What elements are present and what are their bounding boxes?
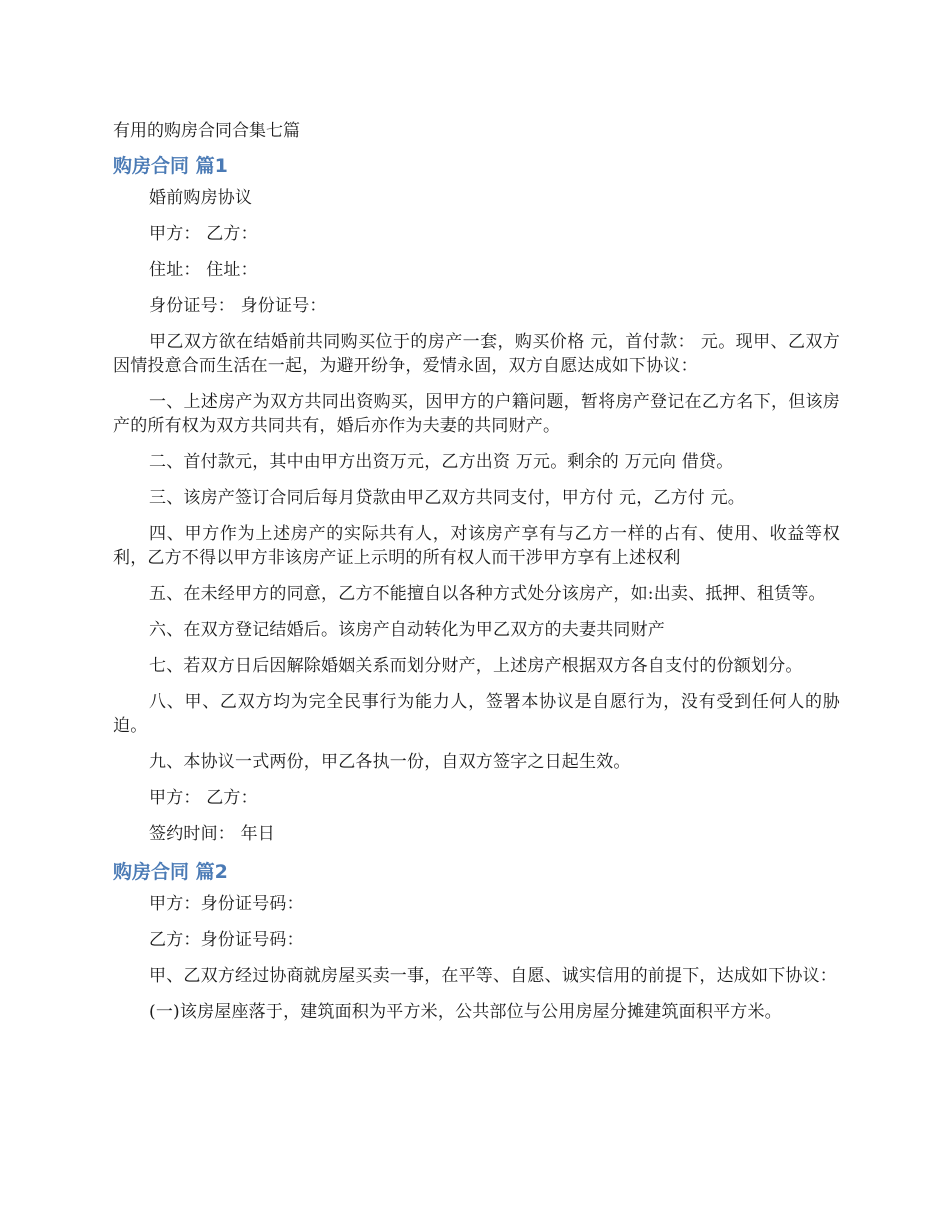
paragraph: 甲方： 乙方： <box>149 788 258 808</box>
section-heading: 购房合同 篇1 <box>113 155 228 177</box>
paragraph: 身份证号： 身份证号： <box>149 296 327 316</box>
paragraph: 一、上述房产为双方共同出资购买，因甲方的户籍问题，暂将房产登记在乙方名下，但该房产的所有权为双方共同共有，婚后亦作为夫妻的共同财产。 <box>113 392 840 436</box>
paragraph: 八、甲、乙双方均为完全民事行为能力人，签署本协议是自愿行为，没有受到任何人的胁迫。 <box>113 692 840 736</box>
section-heading: 购房合同 篇2 <box>113 861 228 883</box>
paragraph: 住址： 住址： <box>149 260 258 280</box>
section-2 <box>113 858 840 1024</box>
paragraph: 甲、乙双方经过协商就房屋买卖一事，在平等、自愿、诚实信用的前提下，达成如下协议： <box>149 966 837 986</box>
document-page <box>113 118 840 1036</box>
document-title: 有用的购房合同合集七篇 <box>113 121 300 141</box>
paragraph: 乙方：身份证号码： <box>149 930 304 950</box>
paragraph: 九、本协议一式两份，甲乙各执一份，自双方签字之日起生效。 <box>149 752 631 772</box>
paragraph: 二、首付款元，其中由甲方出资万元，乙方出资 万元。剩余的 万元向 借贷。 <box>149 452 734 472</box>
section-1 <box>113 152 840 846</box>
paragraph: 五、在未经甲方的同意，乙方不能擅自以各种方式处分该房产，如:出卖、抵押、租赁等。 <box>149 584 826 604</box>
paragraph: 甲方： 乙方： <box>149 224 258 244</box>
paragraph: 三、该房产签订合同后每月贷款由甲乙双方共同支付，甲方付 元，乙方付 元。 <box>149 488 746 508</box>
paragraph: 甲乙双方欲在结婚前共同购买位于的房产一套，购买价格 元，首付款： 元。现甲、乙双方因情投意合而生活在一起，为避开纷争，爱情永固，双方自愿达成如下协议： <box>113 332 840 376</box>
paragraph: (一)该房屋座落于，建筑面积为平方米，公共部位与公用房屋分摊建筑面积平方米。 <box>149 1002 782 1022</box>
paragraph: 七、若双方日后因解除婚姻关系而划分财产，上述房产根据双方各自支付的份额划分。 <box>149 656 803 676</box>
paragraph: 签约时间： 年日 <box>149 824 276 844</box>
paragraph: 婚前购房协议 <box>149 188 253 208</box>
paragraph: 甲方：身份证号码： <box>149 894 304 914</box>
paragraph: 六、在双方登记结婚后。该房产自动转化为甲乙双方的夫妻共同财产 <box>149 620 665 640</box>
paragraph: 四、甲方作为上述房产的实际共有人，对该房产享有与乙方一样的占有、使用、收益等权利，乙方不得以甲方非该房产证上示明的所有权人而干涉甲方享有上述权利 <box>113 524 840 568</box>
